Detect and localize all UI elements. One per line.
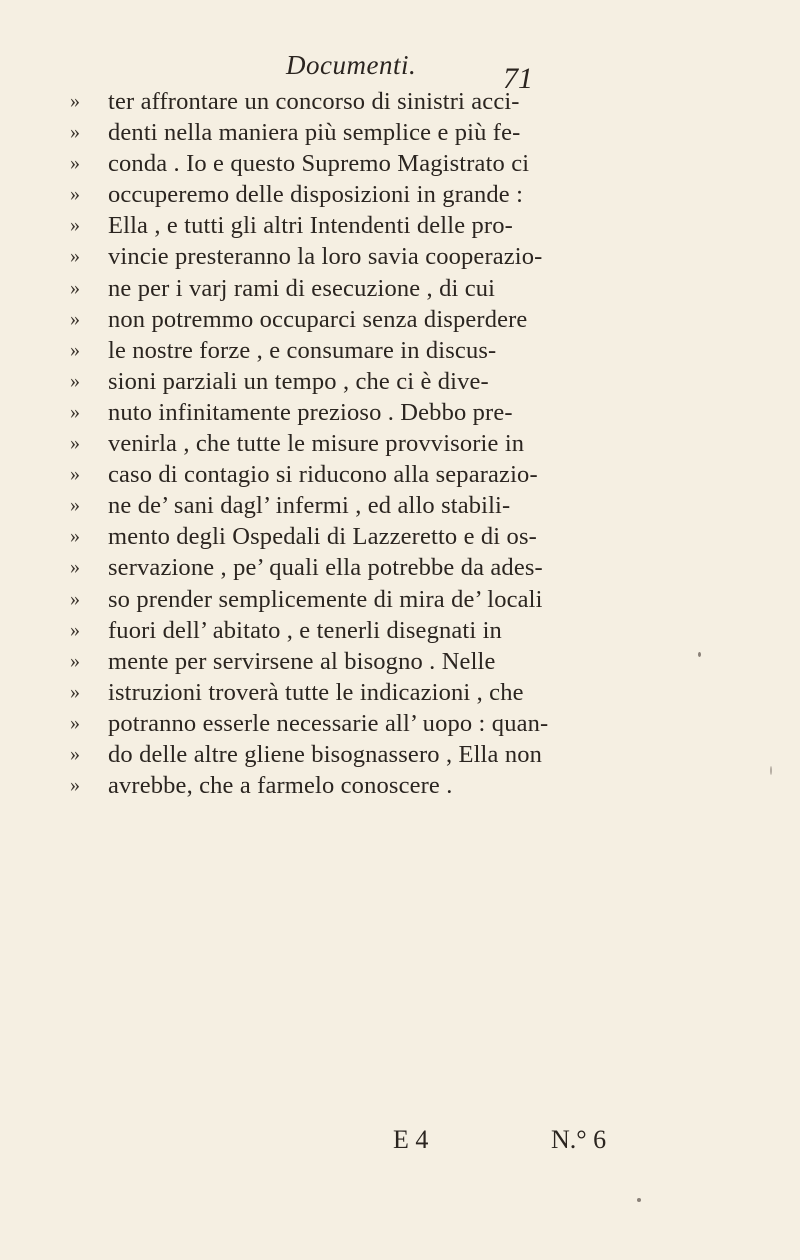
text-line	[70, 86, 790, 117]
quote-mark: »	[70, 556, 81, 579]
text-line	[70, 770, 790, 801]
text-line	[70, 521, 790, 552]
line-text: sioni parziali un tempo , che ci è dive-	[108, 367, 489, 395]
line-text: servazione , pe’ quali ella potrebbe da ades-	[108, 554, 543, 582]
page-number: 71	[503, 62, 533, 95]
quote-mark: »	[70, 369, 81, 392]
text-line	[70, 615, 790, 646]
line-text: le nostre forze , e consumare in discus-	[108, 336, 497, 364]
quote-mark: »	[70, 400, 81, 423]
line-text: ne de’ sani dagl’ infermi , ed allo stabili-	[108, 492, 511, 520]
quote-mark: »	[70, 90, 81, 112]
line-text: caso di contagio si riducono alla separazio-	[108, 461, 538, 489]
quote-mark: »	[70, 587, 81, 610]
line-text: fuori dell’ abitato , e tenerli disegnati in	[108, 616, 502, 644]
line-text: so prender semplicemente di mira de’ locali	[108, 585, 543, 613]
text-line	[70, 677, 790, 708]
text-line	[70, 366, 790, 397]
quote-mark: »	[70, 152, 81, 175]
text-line	[70, 335, 790, 366]
line-text: occuperemo delle disposizioni in grande :	[108, 181, 524, 209]
quote-mark: »	[70, 307, 81, 330]
text-line	[70, 148, 790, 179]
printer-signatures	[0, 1125, 800, 1165]
text-line	[70, 428, 790, 459]
running-title: Documenti.	[286, 50, 417, 80]
quote-mark: »	[70, 276, 81, 299]
quote-mark: »	[70, 525, 81, 548]
quote-mark: »	[70, 121, 81, 144]
line-text: Ella , e tutti gli altri Intendenti delle pro-	[108, 212, 513, 240]
line-text: istruzioni troverà tutte le indicazioni , che	[108, 678, 524, 706]
line-text: vincie presteranno la loro savia cooperazio-	[108, 243, 543, 271]
quote-mark: »	[70, 183, 81, 206]
quote-mark: »	[70, 711, 81, 734]
line-text: mento degli Ospedali di Lazzeretto e di os-	[108, 523, 537, 551]
quote-mark: »	[70, 214, 81, 237]
body-text	[70, 86, 790, 801]
quote-mark: »	[70, 742, 81, 765]
quote-mark: »	[70, 494, 81, 517]
text-line	[70, 552, 790, 583]
line-text: ne per i varj rami di esecuzione , di cui	[108, 274, 496, 302]
paper-speck	[770, 766, 772, 775]
running-head	[0, 50, 800, 95]
text-line	[70, 210, 790, 241]
text-line	[70, 739, 790, 770]
line-text: do delle altre gliene bisognassero , Ella non	[108, 740, 543, 768]
quote-mark: »	[70, 618, 81, 641]
text-line	[70, 708, 790, 739]
text-line	[70, 397, 790, 428]
quote-mark: »	[70, 463, 81, 486]
paper-speck	[698, 652, 701, 657]
line-text: mente per servirsene al bisogno . Nelle	[108, 647, 496, 675]
quote-mark: »	[70, 649, 81, 672]
paper-speck	[637, 1198, 641, 1202]
signature-mark: E 4	[393, 1125, 429, 1154]
text-line	[70, 304, 790, 335]
text-line	[70, 179, 790, 210]
text-line	[70, 490, 790, 521]
text-line	[70, 459, 790, 490]
text-line	[70, 241, 790, 272]
text-line	[70, 646, 790, 677]
quote-mark: »	[70, 245, 81, 268]
text-line	[70, 117, 790, 148]
line-text: nuto infinitamente prezioso . Debbo pre-	[108, 398, 513, 426]
line-text: avrebbe, che a farmelo conoscere .	[108, 772, 453, 800]
line-text: non potremmo occuparci senza disperdere	[108, 305, 528, 333]
quote-mark: »	[70, 338, 81, 361]
text-line	[70, 273, 790, 304]
line-text: denti nella maniera più semplice e più fe-	[108, 119, 521, 147]
quote-mark: »	[70, 680, 81, 703]
quote-mark: »	[70, 432, 81, 455]
line-text: ter affrontare un concorso di sinistri acci-	[108, 88, 520, 115]
line-text: venirla , che tutte le misure provvisorie in	[108, 430, 525, 458]
line-text: potranno esserle necessarie all’ uopo : quan-	[108, 709, 549, 737]
quote-mark: »	[70, 774, 81, 797]
text-line	[70, 584, 790, 615]
line-text: conda . Io e questo Supremo Magistrato ci	[108, 150, 530, 178]
gathering-number: N.° 6	[551, 1125, 607, 1154]
